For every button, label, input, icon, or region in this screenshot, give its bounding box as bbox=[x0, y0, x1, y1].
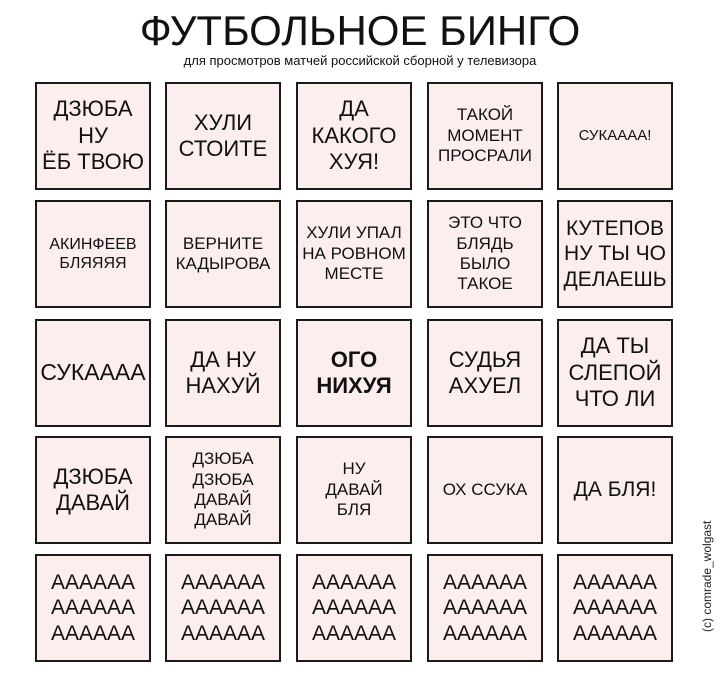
bingo-cell-text: ОГО НИХУЯ bbox=[316, 346, 392, 398]
bingo-cell-text: АААААА АААААА АААААА bbox=[180, 571, 266, 645]
bingo-cell-text: АААААА АААААА АААААА bbox=[311, 571, 397, 645]
bingo-cell bbox=[557, 82, 673, 190]
bingo-cell-text: ДЗЮБА НУ ЁБ ТВОЮ bbox=[42, 96, 144, 175]
bingo-cell bbox=[165, 319, 281, 427]
bingo-cell bbox=[427, 436, 543, 544]
bingo-cell bbox=[427, 319, 543, 427]
bingo-cell-text: АААААА АААААА АААААА bbox=[50, 571, 136, 645]
bingo-cell bbox=[427, 554, 543, 662]
bingo-cell bbox=[296, 319, 412, 427]
bingo-cell bbox=[35, 554, 151, 662]
bingo-cell bbox=[557, 319, 673, 427]
bingo-cell-text: ВЕРНИТЕ КАДЫРОВА bbox=[175, 233, 271, 273]
bingo-cell-text: ДА НУ НАХУЙ bbox=[185, 346, 261, 398]
bingo-cell-text: ДА ТЫ СЛЕПОЙ ЧТО ЛИ bbox=[568, 333, 662, 412]
author-credit: (c) comrade_wolgast bbox=[700, 520, 714, 632]
bingo-cell bbox=[35, 436, 151, 544]
bingo-cell bbox=[35, 319, 151, 427]
bingo-cell-text: АКИНФЕЕВ БЛЯЯЯЯ bbox=[49, 235, 137, 272]
bingo-cell bbox=[35, 82, 151, 190]
bingo-cell bbox=[427, 82, 543, 190]
bingo-cell bbox=[296, 200, 412, 308]
bingo-cell bbox=[296, 554, 412, 662]
bingo-cell bbox=[296, 436, 412, 544]
bingo-cell-text: АААААА АААААА АААААА bbox=[442, 571, 528, 645]
bingo-cell-text: ДЗЮБА ДАВАЙ bbox=[53, 463, 133, 515]
bingo-cell-text: ЭТО ЧТО БЛЯДЬ БЫЛО ТАКОЕ bbox=[448, 213, 522, 294]
bingo-cell bbox=[557, 554, 673, 662]
bingo-cell-text: ДА КАКОГО ХУЯ! bbox=[311, 96, 397, 175]
bingo-grid bbox=[35, 82, 675, 662]
bingo-cell-text: ТАКОЙ МОМЕНТ ПРОСРАЛИ bbox=[438, 105, 532, 166]
bingo-cell-text: НУ ДАВАЙ БЛЯ bbox=[325, 459, 383, 520]
bingo-cell bbox=[165, 200, 281, 308]
bingo-cell bbox=[557, 436, 673, 544]
bingo-cell-text: СУКАААА bbox=[40, 359, 146, 386]
bingo-cell bbox=[165, 82, 281, 190]
bingo-cell-text: ХУЛИ УПАЛ НА РОВНОМ МЕСТЕ bbox=[302, 223, 406, 284]
bingo-cell-text: ДА БЛЯ! bbox=[573, 478, 657, 502]
bingo-cell-text: СУКАААА! bbox=[578, 127, 652, 144]
bingo-cell-text: АААААА АААААА АААААА bbox=[572, 571, 658, 645]
page-subtitle: для просмотров матчей российской сборной у телевизора bbox=[183, 53, 537, 68]
bingo-cell bbox=[557, 200, 673, 308]
bingo-cell bbox=[165, 554, 281, 662]
bingo-cell bbox=[296, 82, 412, 190]
page-title: ФУТБОЛЬНОЕ БИНГО bbox=[139, 7, 581, 54]
bingo-cell-text: ОХ ССУКА bbox=[442, 479, 528, 499]
bingo-cell-text: КУТЕПОВ НУ ТЫ ЧО ДЕЛАЕШЬ bbox=[563, 217, 667, 291]
bingo-cell bbox=[165, 436, 281, 544]
bingo-cell bbox=[35, 200, 151, 308]
bingo-cell-text: ХУЛИ СТОИТЕ bbox=[178, 109, 268, 161]
bingo-cell-text: ДЗЮБА ДЗЮБА ДАВАЙ ДАВАЙ bbox=[192, 449, 254, 530]
bingo-cell bbox=[427, 200, 543, 308]
bingo-cell-text: СУДЬЯ АХУЕЛ bbox=[448, 346, 522, 398]
